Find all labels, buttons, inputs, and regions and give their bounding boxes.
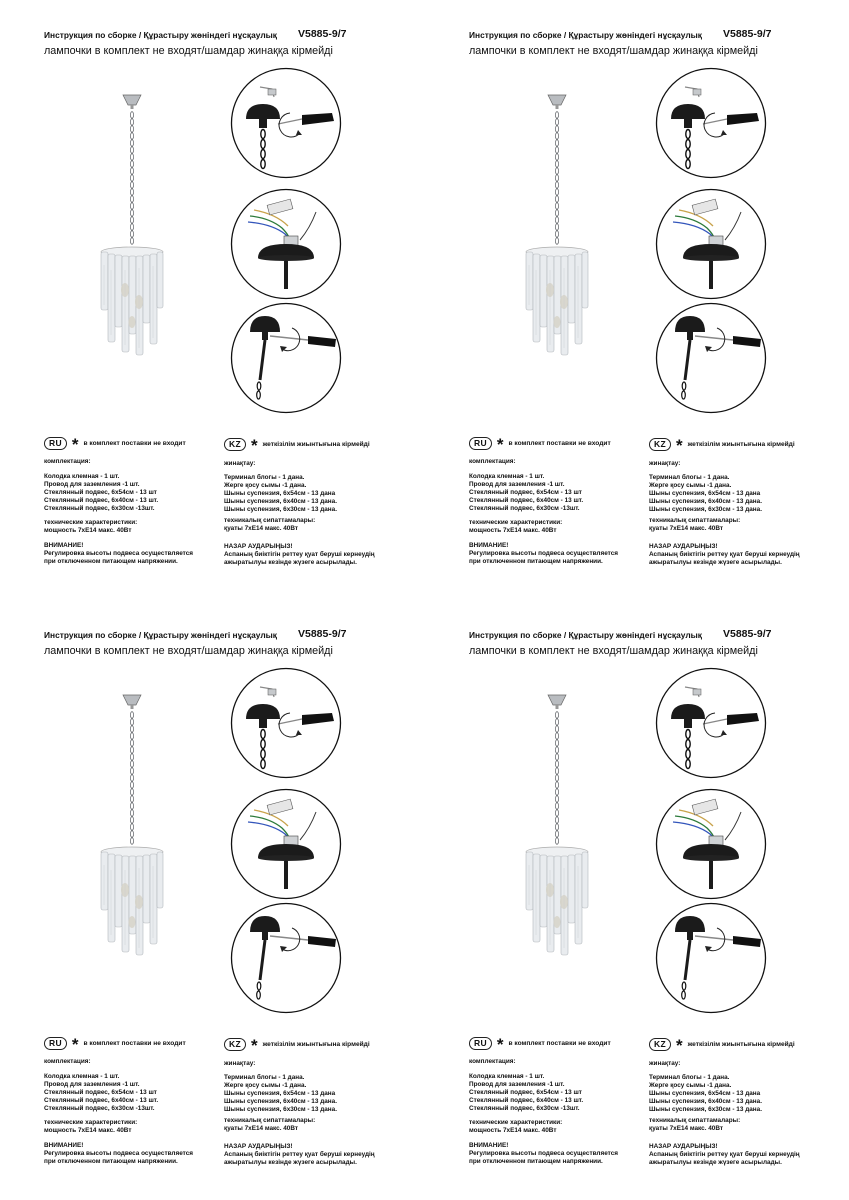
model-number: V5885-9/7 <box>298 28 347 40</box>
list-item: Провод для заземления -1 шт. <box>44 1081 140 1089</box>
list-item: Стеклянный подвес, 6х30см -13шт. <box>469 1105 580 1113</box>
list-item: Шыны суспензия, 6х30см - 13 дана. <box>224 506 337 514</box>
list-item: Провод для заземления -1 шт. <box>469 1081 565 1089</box>
asterisk-icon: * <box>71 1035 79 1054</box>
warning-line: Аспаның биіктігін реттеу қуат беруші кернеудің <box>224 1151 375 1159</box>
ru-warning <box>469 1142 618 1166</box>
step-3-illustration <box>230 302 342 414</box>
warning-heading: ВНИМАНИЕ! <box>469 1142 509 1149</box>
ru-warning <box>44 1142 193 1166</box>
ru-warning <box>469 542 618 566</box>
kz-tech-specs <box>649 517 740 533</box>
list-item: Шыны суспензия, 6х54см - 13 дана <box>649 1090 761 1098</box>
tech-value: қуаты 7хЕ14 макс. 40Вт <box>224 1125 299 1133</box>
kz-badge: KZ <box>224 1038 246 1051</box>
step-1-illustration <box>655 667 767 779</box>
kz-kit-list <box>224 474 337 514</box>
ru-kit-heading: комплектация: <box>44 458 91 465</box>
asterisk-icon: * <box>250 1036 258 1055</box>
tech-value: мощность 7хЕ14 макс. 40Вт <box>44 527 132 535</box>
ru-not-included-row <box>469 1035 611 1054</box>
list-item: Стеклянный подвес, 6х54см - 13 шт <box>44 489 157 497</box>
kz-not-included-row <box>224 436 370 455</box>
kz-warning <box>224 543 375 567</box>
chandelier-image <box>517 690 597 1010</box>
tech-value: қуаты 7хЕ14 макс. 40Вт <box>224 525 299 533</box>
list-item: Жерге қосу сымы -1 дана. <box>224 1082 307 1090</box>
kz-kit-list <box>649 1074 762 1114</box>
kz-not-included-row <box>649 1036 795 1055</box>
warning-heading: НАЗАР АУДАРЫҢЫЗ! <box>224 543 293 550</box>
list-item: Шыны суспензия, 6х30см - 13 дана. <box>649 506 762 514</box>
ru-warning <box>44 542 193 566</box>
ru-kit-heading: комплектация: <box>44 1058 91 1065</box>
tech-heading: техникалық сипаттамалары: <box>649 517 741 524</box>
warning-line: Регулировка высоты подвеса осуществляется <box>469 1150 619 1158</box>
kz-kit-heading: жинақтау: <box>224 460 256 467</box>
list-item: Шыны суспензия, 6х40см - 13 дана. <box>224 498 337 506</box>
warning-line: ажыратылуы кезінде жүзеге асырылады. <box>224 559 357 567</box>
warning-line: Аспаның биіктігін реттеу қуат беруші кернеудің <box>649 551 800 559</box>
bulbs-note: лампочки в комплект не входят/шамдар жинаққа кірмейді <box>44 645 333 657</box>
list-item: Шыны суспензия, 6х30см - 13 дана. <box>224 1106 337 1114</box>
step-2-illustration <box>655 188 767 300</box>
list-item: Терминал блогы - 1 дана. <box>224 1074 305 1081</box>
warning-line: Аспаның биіктігін реттеу қуат беруші кернеудің <box>649 1151 800 1159</box>
ru-badge: RU <box>44 437 67 450</box>
warning-line: при отключенном питающем напряжении. <box>44 1158 178 1166</box>
ru-not-included: в комплект поставки не входит <box>83 1039 186 1047</box>
ru-kit-list <box>469 1073 583 1113</box>
ru-badge: RU <box>469 1037 492 1050</box>
kz-not-included: жеткізілім жиынтығына кірмейді <box>262 1040 370 1048</box>
model-number: V5885-9/7 <box>723 28 772 40</box>
bulbs-note: лампочки в комплект не входят/шамдар жинаққа кірмейді <box>469 645 758 657</box>
list-item: Терминал блогы - 1 дана. <box>224 474 305 481</box>
kz-kit-heading: жинақтау: <box>649 460 681 467</box>
tech-value: мощность 7хЕ14 макс. 40Вт <box>469 527 557 535</box>
tech-value: мощность 7хЕ14 макс. 40Вт <box>469 1127 557 1135</box>
list-item: Провод для заземления -1 шт. <box>44 481 140 489</box>
list-item: Шыны суспензия, 6х30см - 13 дана. <box>649 1106 762 1114</box>
list-item: Шыны суспензия, 6х54см - 13 дана <box>224 490 336 498</box>
kz-tech-specs <box>224 1117 315 1133</box>
warning-line: Регулировка высоты подвеса осуществляется <box>469 550 619 558</box>
list-item: Стеклянный подвес, 6х40см - 13 шт. <box>44 1097 159 1105</box>
warning-line: ажыратылуы кезінде жүзеге асырылады. <box>649 1159 782 1167</box>
ru-tech-specs <box>44 519 137 535</box>
asterisk-icon: * <box>250 436 258 455</box>
tech-value: қуаты 7хЕ14 макс. 40Вт <box>649 525 724 533</box>
step-2-illustration <box>230 788 342 900</box>
page-title: Инструкция по сборке / Құрастыру жөніндегі нұсқаулық <box>469 630 702 640</box>
bulbs-note: лампочки в комплект не входят/шамдар жинаққа кірмейді <box>469 45 758 57</box>
asterisk-icon: * <box>496 1035 504 1054</box>
tech-heading: технические характеристики: <box>44 1119 138 1126</box>
asterisk-icon: * <box>496 435 504 454</box>
instruction-sheet <box>0 0 424 600</box>
ru-kit-list <box>44 473 158 513</box>
warning-line: ажыратылуы кезінде жүзеге асырылады. <box>649 559 782 567</box>
step-1-illustration <box>230 667 342 779</box>
asterisk-icon: * <box>71 435 79 454</box>
chandelier-image <box>92 690 172 1010</box>
chandelier-image <box>92 90 172 410</box>
kz-not-included-row <box>649 436 795 455</box>
list-item: Шыны суспензия, 6х40см - 13 дана. <box>649 1098 762 1106</box>
warning-line: Регулировка высоты подвеса осуществляется <box>44 550 194 558</box>
list-item: Терминал блогы - 1 дана. <box>649 1074 730 1081</box>
warning-heading: НАЗАР АУДАРЫҢЫЗ! <box>649 543 718 550</box>
kz-kit-list <box>224 1074 337 1114</box>
kz-warning <box>649 543 800 567</box>
asterisk-icon: * <box>675 436 683 455</box>
list-item: Жерге қосу сымы -1 дана. <box>649 1082 732 1090</box>
kz-not-included: жеткізілім жиынтығына кірмейді <box>687 1040 795 1048</box>
ru-not-included: в комплект поставки не входит <box>508 439 611 447</box>
page-title: Инструкция по сборке / Құрастыру жөніндегі нұсқаулық <box>469 30 702 40</box>
warning-line: Регулировка высоты подвеса осуществляется <box>44 1150 194 1158</box>
list-item: Колодка клемная - 1 шт. <box>469 1073 545 1080</box>
warning-heading: ВНИМАНИЕ! <box>44 542 84 549</box>
list-item: Колодка клемная - 1 шт. <box>44 473 120 480</box>
list-item: Шыны суспензия, 6х54см - 13 дана <box>224 1090 336 1098</box>
bulbs-note: лампочки в комплект не входят/шамдар жинаққа кірмейді <box>44 45 333 57</box>
list-item: Жерге қосу сымы -1 дана. <box>649 482 732 490</box>
page-title: Инструкция по сборке / Құрастыру жөніндегі нұсқаулық <box>44 30 277 40</box>
warning-line: при отключенном питающем напряжении. <box>469 558 603 566</box>
kz-kit-list <box>649 474 762 514</box>
kz-not-included: жеткізілім жиынтығына кірмейді <box>687 440 795 448</box>
list-item: Жерге қосу сымы -1 дана. <box>224 482 307 490</box>
warning-heading: ВНИМАНИЕ! <box>44 1142 84 1149</box>
tech-heading: техникалық сипаттамалары: <box>224 517 316 524</box>
ru-tech-specs <box>469 519 562 535</box>
list-item: Стеклянный подвес, 6х40см - 13 шт. <box>469 1097 584 1105</box>
warning-heading: НАЗАР АУДАРЫҢЫЗ! <box>224 1143 293 1150</box>
tech-heading: техникалық сипаттамалары: <box>224 1117 316 1124</box>
kz-badge: KZ <box>649 1038 671 1051</box>
list-item: Колодка клемная - 1 шт. <box>469 473 545 480</box>
kz-not-included: жеткізілім жиынтығына кірмейді <box>262 440 370 448</box>
warning-line: при отключенном питающем напряжении. <box>44 558 178 566</box>
tech-value: мощность 7хЕ14 макс. 40Вт <box>44 1127 132 1135</box>
ru-tech-specs <box>44 1119 137 1135</box>
list-item: Стеклянный подвес, 6х30см -13шт. <box>44 505 155 513</box>
step-2-illustration <box>655 788 767 900</box>
list-item: Провод для заземления -1 шт. <box>469 481 565 489</box>
instruction-sheet <box>425 600 849 1200</box>
kz-tech-specs <box>649 1117 740 1133</box>
list-item: Шыны суспензия, 6х54см - 13 дана <box>649 490 761 498</box>
ru-not-included-row <box>44 1035 186 1054</box>
ru-not-included: в комплект поставки не входит <box>508 1039 611 1047</box>
tech-heading: техникалық сипаттамалары: <box>649 1117 741 1124</box>
asterisk-icon: * <box>675 1036 683 1055</box>
list-item: Стеклянный подвес, 6х54см - 13 шт <box>469 1089 582 1097</box>
step-1-illustration <box>655 67 767 179</box>
tech-heading: технические характеристики: <box>469 1119 563 1126</box>
kz-badge: KZ <box>224 438 246 451</box>
list-item: Стеклянный подвес, 6х40см - 13 шт. <box>44 497 159 505</box>
tech-heading: технические характеристики: <box>44 519 138 526</box>
kz-kit-heading: жинақтау: <box>224 1060 256 1067</box>
warning-line: ажыратылуы кезінде жүзеге асырылады. <box>224 1159 357 1167</box>
instruction-sheet <box>0 600 424 1200</box>
warning-line: Аспаның биіктігін реттеу қуат беруші кернеудің <box>224 551 375 559</box>
step-3-illustration <box>230 902 342 1014</box>
ru-kit-heading: комплектация: <box>469 458 516 465</box>
ru-not-included-row <box>469 435 611 454</box>
tech-value: қуаты 7хЕ14 макс. 40Вт <box>649 1125 724 1133</box>
ru-kit-list <box>469 473 583 513</box>
chandelier-image <box>517 90 597 410</box>
model-number: V5885-9/7 <box>723 628 772 640</box>
list-item: Стеклянный подвес, 6х54см - 13 шт <box>469 489 582 497</box>
step-2-illustration <box>230 188 342 300</box>
page-title: Инструкция по сборке / Құрастыру жөніндегі нұсқаулық <box>44 630 277 640</box>
step-1-illustration <box>230 67 342 179</box>
list-item: Колодка клемная - 1 шт. <box>44 1073 120 1080</box>
list-item: Стеклянный подвес, 6х30см -13шт. <box>469 505 580 513</box>
ru-badge: RU <box>44 1037 67 1050</box>
list-item: Шыны суспензия, 6х40см - 13 дана. <box>649 498 762 506</box>
kz-badge: KZ <box>649 438 671 451</box>
kz-not-included-row <box>224 1036 370 1055</box>
kz-kit-heading: жинақтау: <box>649 1060 681 1067</box>
list-item: Стеклянный подвес, 6х54см - 13 шт <box>44 1089 157 1097</box>
model-number: V5885-9/7 <box>298 628 347 640</box>
kz-warning <box>649 1143 800 1167</box>
ru-not-included-row <box>44 435 186 454</box>
ru-tech-specs <box>469 1119 562 1135</box>
ru-badge: RU <box>469 437 492 450</box>
step-3-illustration <box>655 302 767 414</box>
list-item: Стеклянный подвес, 6х30см -13шт. <box>44 1105 155 1113</box>
kz-tech-specs <box>224 517 315 533</box>
ru-not-included: в комплект поставки не входит <box>83 439 186 447</box>
tech-heading: технические характеристики: <box>469 519 563 526</box>
list-item: Терминал блогы - 1 дана. <box>649 474 730 481</box>
list-item: Стеклянный подвес, 6х40см - 13 шт. <box>469 497 584 505</box>
kz-warning <box>224 1143 375 1167</box>
step-3-illustration <box>655 902 767 1014</box>
ru-kit-list <box>44 1073 158 1113</box>
ru-kit-heading: комплектация: <box>469 1058 516 1065</box>
warning-heading: НАЗАР АУДАРЫҢЫЗ! <box>649 1143 718 1150</box>
instruction-sheet <box>425 0 849 600</box>
warning-heading: ВНИМАНИЕ! <box>469 542 509 549</box>
warning-line: при отключенном питающем напряжении. <box>469 1158 603 1166</box>
list-item: Шыны суспензия, 6х40см - 13 дана. <box>224 1098 337 1106</box>
